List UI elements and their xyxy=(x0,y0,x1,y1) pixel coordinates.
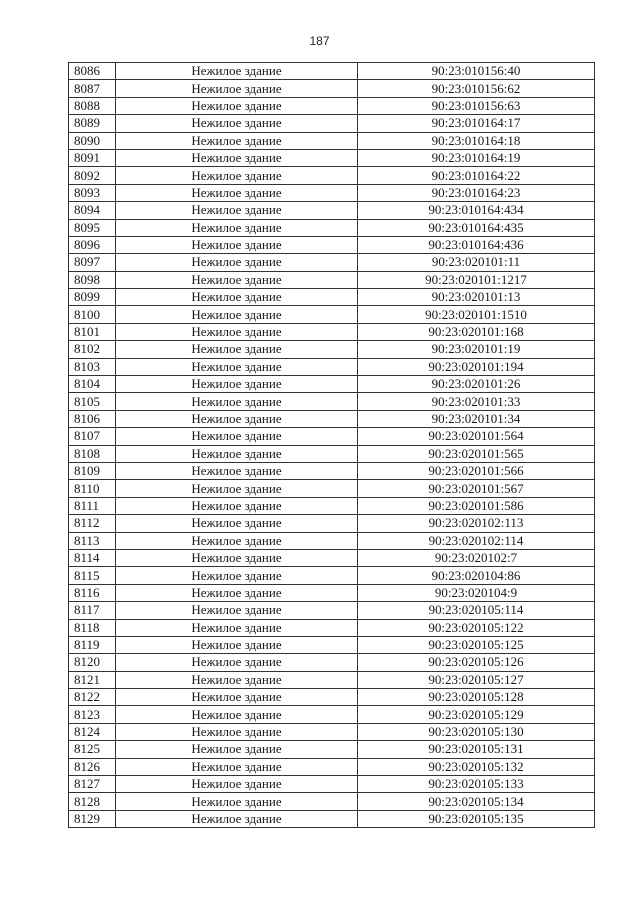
object-type-cell: Нежилое здание xyxy=(116,428,358,445)
cadastral-number-cell: 90:23:020101:566 xyxy=(358,462,595,479)
row-number-cell: 8101 xyxy=(69,323,116,340)
row-number-cell: 8100 xyxy=(69,306,116,323)
row-number-cell: 8105 xyxy=(69,393,116,410)
cadastral-number-cell: 90:23:020105:133 xyxy=(358,776,595,793)
table-row xyxy=(69,619,595,636)
object-type-cell: Нежилое здание xyxy=(116,236,358,253)
table-row xyxy=(69,602,595,619)
table-row xyxy=(69,132,595,149)
row-number-cell: 8127 xyxy=(69,776,116,793)
object-type-cell: Нежилое здание xyxy=(116,149,358,166)
cadastral-number-cell: 90:23:020105:114 xyxy=(358,602,595,619)
cadastral-number-cell: 90:23:020101:194 xyxy=(358,358,595,375)
object-type-cell: Нежилое здание xyxy=(116,202,358,219)
table-row xyxy=(69,219,595,236)
cadastral-number-cell: 90:23:020105:132 xyxy=(358,758,595,775)
object-type-cell: Нежилое здание xyxy=(116,515,358,532)
row-number-cell: 8124 xyxy=(69,723,116,740)
object-type-cell: Нежилое здание xyxy=(116,549,358,566)
table-row xyxy=(69,584,595,601)
row-number-cell: 8099 xyxy=(69,289,116,306)
cadastral-number-cell: 90:23:010164:434 xyxy=(358,202,595,219)
cadastral-number-cell: 90:23:020105:125 xyxy=(358,636,595,653)
cadastral-number-cell: 90:23:010164:17 xyxy=(358,115,595,132)
row-number-cell: 8129 xyxy=(69,810,116,827)
object-type-cell: Нежилое здание xyxy=(116,184,358,201)
row-number-cell: 8115 xyxy=(69,567,116,584)
table-row xyxy=(69,202,595,219)
row-number-cell: 8103 xyxy=(69,358,116,375)
object-type-cell: Нежилое здание xyxy=(116,636,358,653)
table-row xyxy=(69,689,595,706)
cadastral-number-cell: 90:23:010156:63 xyxy=(358,97,595,114)
object-type-cell: Нежилое здание xyxy=(116,306,358,323)
row-number-cell: 8090 xyxy=(69,132,116,149)
row-number-cell: 8086 xyxy=(69,63,116,80)
row-number-cell: 8109 xyxy=(69,462,116,479)
object-type-cell: Нежилое здание xyxy=(116,776,358,793)
row-number-cell: 8113 xyxy=(69,532,116,549)
cadastral-number-cell: 90:23:020104:9 xyxy=(358,584,595,601)
object-type-cell: Нежилое здание xyxy=(116,445,358,462)
cadastral-number-cell: 90:23:020102:113 xyxy=(358,515,595,532)
table-body xyxy=(69,63,595,828)
object-type-cell: Нежилое здание xyxy=(116,758,358,775)
object-type-cell: Нежилое здание xyxy=(116,706,358,723)
table-row xyxy=(69,376,595,393)
cadastral-number-cell: 90:23:020101:565 xyxy=(358,445,595,462)
object-type-cell: Нежилое здание xyxy=(116,410,358,427)
row-number-cell: 8110 xyxy=(69,480,116,497)
cadastral-number-cell: 90:23:020105:131 xyxy=(358,741,595,758)
object-type-cell: Нежилое здание xyxy=(116,167,358,184)
cadastral-number-cell: 90:23:020101:1510 xyxy=(358,306,595,323)
table-row xyxy=(69,410,595,427)
row-number-cell: 8128 xyxy=(69,793,116,810)
object-type-cell: Нежилое здание xyxy=(116,584,358,601)
cadastral-number-cell: 90:23:010164:19 xyxy=(358,149,595,166)
cadastral-number-cell: 90:23:010156:40 xyxy=(358,63,595,80)
object-type-cell: Нежилое здание xyxy=(116,341,358,358)
object-type-cell: Нежилое здание xyxy=(116,619,358,636)
row-number-cell: 8108 xyxy=(69,445,116,462)
object-type-cell: Нежилое здание xyxy=(116,654,358,671)
cadastral-number-cell: 90:23:020105:122 xyxy=(358,619,595,636)
table-row xyxy=(69,532,595,549)
table-row xyxy=(69,654,595,671)
row-number-cell: 8121 xyxy=(69,671,116,688)
table-row xyxy=(69,323,595,340)
table-row xyxy=(69,80,595,97)
cadastral-number-cell: 90:23:010156:62 xyxy=(358,80,595,97)
row-number-cell: 8102 xyxy=(69,341,116,358)
table-row xyxy=(69,723,595,740)
row-number-cell: 8123 xyxy=(69,706,116,723)
table-row xyxy=(69,254,595,271)
object-type-cell: Нежилое здание xyxy=(116,80,358,97)
object-type-cell: Нежилое здание xyxy=(116,462,358,479)
row-number-cell: 8098 xyxy=(69,271,116,288)
table-row xyxy=(69,445,595,462)
table-row xyxy=(69,167,595,184)
row-number-cell: 8106 xyxy=(69,410,116,427)
row-number-cell: 8093 xyxy=(69,184,116,201)
row-number-cell: 8096 xyxy=(69,236,116,253)
cadastral-number-cell: 90:23:010164:18 xyxy=(358,132,595,149)
row-number-cell: 8126 xyxy=(69,758,116,775)
object-type-cell: Нежилое здание xyxy=(116,97,358,114)
table-row xyxy=(69,480,595,497)
table-row xyxy=(69,63,595,80)
cadastral-number-cell: 90:23:020102:114 xyxy=(358,532,595,549)
table-row xyxy=(69,358,595,375)
table-row xyxy=(69,706,595,723)
row-number-cell: 8107 xyxy=(69,428,116,445)
table-row xyxy=(69,671,595,688)
object-type-cell: Нежилое здание xyxy=(116,741,358,758)
row-number-cell: 8094 xyxy=(69,202,116,219)
object-type-cell: Нежилое здание xyxy=(116,271,358,288)
object-type-cell: Нежилое здание xyxy=(116,132,358,149)
object-type-cell: Нежилое здание xyxy=(116,671,358,688)
cadastral-number-cell: 90:23:020101:564 xyxy=(358,428,595,445)
table-row xyxy=(69,289,595,306)
cadastral-number-cell: 90:23:020105:127 xyxy=(358,671,595,688)
table-row xyxy=(69,567,595,584)
table-row xyxy=(69,184,595,201)
object-type-cell: Нежилое здание xyxy=(116,793,358,810)
cadastral-number-cell: 90:23:020101:1217 xyxy=(358,271,595,288)
object-type-cell: Нежилое здание xyxy=(116,219,358,236)
table-row xyxy=(69,776,595,793)
object-type-cell: Нежилое здание xyxy=(116,63,358,80)
object-type-cell: Нежилое здание xyxy=(116,723,358,740)
row-number-cell: 8091 xyxy=(69,149,116,166)
row-number-cell: 8097 xyxy=(69,254,116,271)
cadastral-number-cell: 90:23:010164:23 xyxy=(358,184,595,201)
property-table xyxy=(68,62,595,828)
table-row xyxy=(69,97,595,114)
object-type-cell: Нежилое здание xyxy=(116,810,358,827)
object-type-cell: Нежилое здание xyxy=(116,532,358,549)
table-row xyxy=(69,810,595,827)
object-type-cell: Нежилое здание xyxy=(116,358,358,375)
row-number-cell: 8120 xyxy=(69,654,116,671)
cadastral-number-cell: 90:23:020101:19 xyxy=(358,341,595,358)
cadastral-number-cell: 90:23:020102:7 xyxy=(358,549,595,566)
table-row xyxy=(69,341,595,358)
table-row xyxy=(69,636,595,653)
cadastral-number-cell: 90:23:020105:126 xyxy=(358,654,595,671)
row-number-cell: 8116 xyxy=(69,584,116,601)
cadastral-number-cell: 90:23:020101:13 xyxy=(358,289,595,306)
cadastral-number-cell: 90:23:020105:135 xyxy=(358,810,595,827)
cadastral-number-cell: 90:23:020101:34 xyxy=(358,410,595,427)
row-number-cell: 8111 xyxy=(69,497,116,514)
table-row xyxy=(69,306,595,323)
object-type-cell: Нежилое здание xyxy=(116,323,358,340)
row-number-cell: 8117 xyxy=(69,602,116,619)
row-number-cell: 8118 xyxy=(69,619,116,636)
cadastral-number-cell: 90:23:020105:129 xyxy=(358,706,595,723)
object-type-cell: Нежилое здание xyxy=(116,115,358,132)
table-row xyxy=(69,758,595,775)
row-number-cell: 8095 xyxy=(69,219,116,236)
table-row xyxy=(69,741,595,758)
cadastral-number-cell: 90:23:020105:128 xyxy=(358,689,595,706)
object-type-cell: Нежилое здание xyxy=(116,480,358,497)
cadastral-number-cell: 90:23:020104:86 xyxy=(358,567,595,584)
table-row xyxy=(69,462,595,479)
table-row xyxy=(69,115,595,132)
object-type-cell: Нежилое здание xyxy=(116,289,358,306)
table-row xyxy=(69,515,595,532)
cadastral-number-cell: 90:23:020101:26 xyxy=(358,376,595,393)
row-number-cell: 8088 xyxy=(69,97,116,114)
object-type-cell: Нежилое здание xyxy=(116,567,358,584)
object-type-cell: Нежилое здание xyxy=(116,602,358,619)
row-number-cell: 8112 xyxy=(69,515,116,532)
cadastral-number-cell: 90:23:020101:586 xyxy=(358,497,595,514)
cadastral-number-cell: 90:23:020101:168 xyxy=(358,323,595,340)
cadastral-number-cell: 90:23:020105:134 xyxy=(358,793,595,810)
object-type-cell: Нежилое здание xyxy=(116,254,358,271)
table-row xyxy=(69,236,595,253)
cadastral-number-cell: 90:23:020101:33 xyxy=(358,393,595,410)
row-number-cell: 8125 xyxy=(69,741,116,758)
page-number: 187 xyxy=(309,34,330,48)
cadastral-number-cell: 90:23:020101:567 xyxy=(358,480,595,497)
row-number-cell: 8104 xyxy=(69,376,116,393)
table-row xyxy=(69,271,595,288)
table-row xyxy=(69,149,595,166)
object-type-cell: Нежилое здание xyxy=(116,497,358,514)
cadastral-number-cell: 90:23:010164:435 xyxy=(358,219,595,236)
table-row xyxy=(69,428,595,445)
cadastral-number-cell: 90:23:020105:130 xyxy=(358,723,595,740)
cadastral-number-cell: 90:23:020101:11 xyxy=(358,254,595,271)
cadastral-number-cell: 90:23:010164:436 xyxy=(358,236,595,253)
table-row xyxy=(69,497,595,514)
table-row xyxy=(69,549,595,566)
object-type-cell: Нежилое здание xyxy=(116,393,358,410)
table-row xyxy=(69,793,595,810)
row-number-cell: 8092 xyxy=(69,167,116,184)
object-type-cell: Нежилое здание xyxy=(116,376,358,393)
row-number-cell: 8114 xyxy=(69,549,116,566)
row-number-cell: 8119 xyxy=(69,636,116,653)
table-row xyxy=(69,393,595,410)
cadastral-number-cell: 90:23:010164:22 xyxy=(358,167,595,184)
row-number-cell: 8122 xyxy=(69,689,116,706)
row-number-cell: 8087 xyxy=(69,80,116,97)
object-type-cell: Нежилое здание xyxy=(116,689,358,706)
row-number-cell: 8089 xyxy=(69,115,116,132)
